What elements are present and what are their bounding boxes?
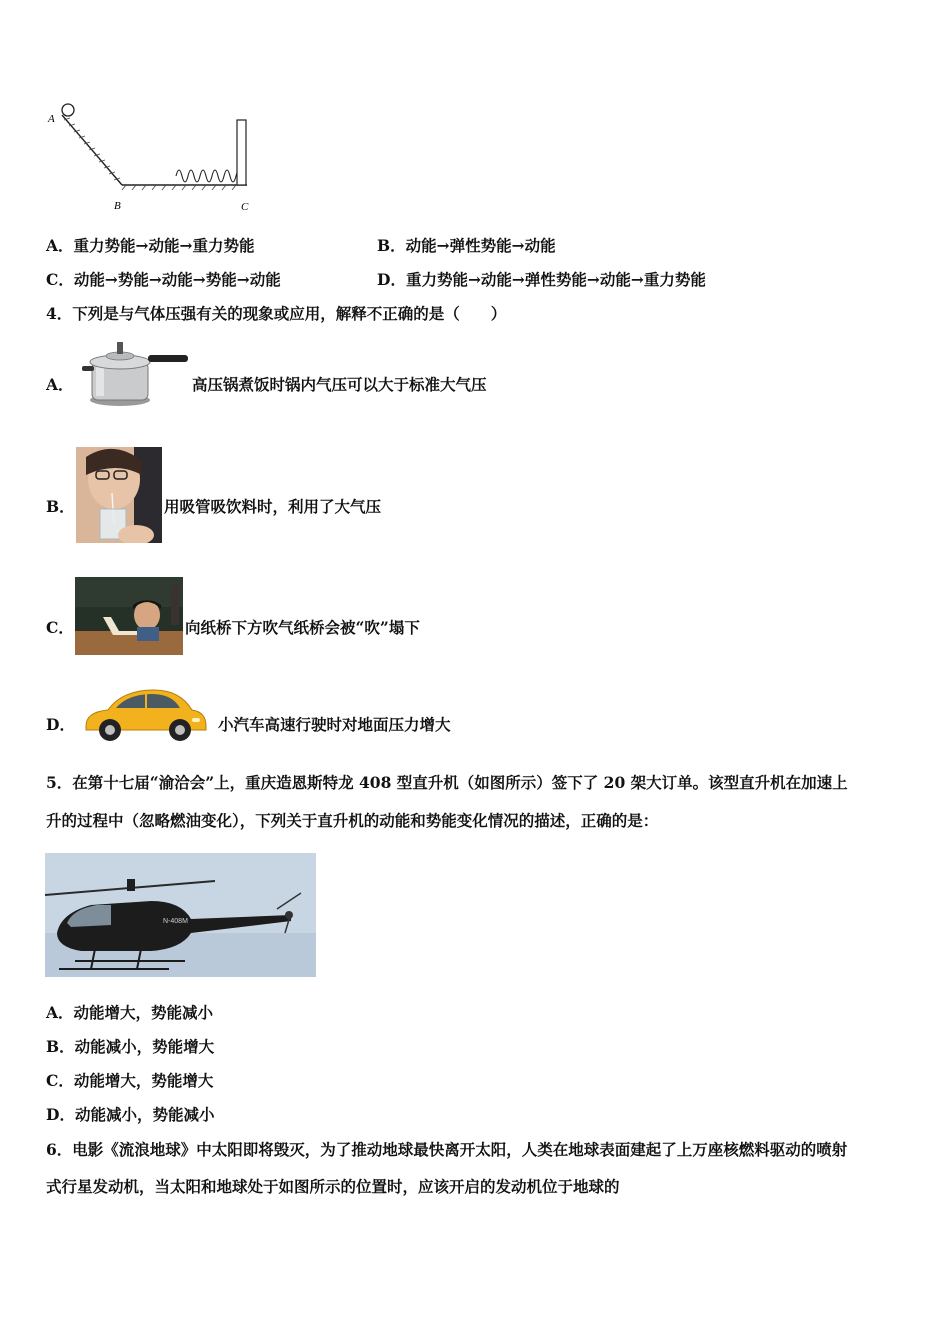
drinking-straw-photo	[76, 447, 162, 543]
yellow-car-image	[80, 688, 208, 746]
q3-option-c[interactable]: C．动能→势能→动能→势能→动能	[46, 270, 281, 289]
q4-option-d-letter[interactable]: D．	[46, 715, 75, 734]
q6-stem-line1: 6．电影《流浪地球》中太阳即将毁灭，为了推动地球最快离开太阳，人类在地球表面建起了上万座核燃料驱动的喷射	[46, 1140, 848, 1159]
pressure-cooker-image	[80, 338, 192, 408]
helicopter-photo	[45, 853, 316, 977]
q4-option-b-text: 用吸管吸饮料时，利用了大气压	[164, 497, 382, 516]
label-a: A	[48, 113, 55, 125]
q3-option-a[interactable]: A．重力势能→动能→重力势能	[46, 236, 255, 255]
paper-bridge-photo	[75, 577, 183, 655]
q4-stem: 4．下列是与气体压强有关的现象或应用，解释不正确的是（ ）	[46, 304, 507, 323]
q3-option-b[interactable]: B．动能→弹性势能→动能	[377, 236, 556, 255]
q5-option-b[interactable]: B．动能减小，势能增大	[46, 1037, 215, 1056]
helicopter-tail-number: N-408M	[163, 918, 188, 925]
q4-option-a-letter[interactable]: A．	[46, 375, 74, 394]
ball-icon	[62, 104, 74, 116]
label-c: C	[241, 201, 249, 213]
q4-option-d-text: 小汽车高速行驶时对地面压力增大	[218, 715, 451, 734]
q4-option-a-text: 高压锅煮饭时锅内气压可以大于标准大气压	[192, 375, 487, 394]
q5-option-a[interactable]: A．动能增大，势能减小	[46, 1003, 214, 1022]
label-b: B	[114, 200, 121, 212]
incline-spring-diagram	[44, 100, 259, 220]
q5-option-d[interactable]: D．动能减小，势能减小	[46, 1105, 215, 1124]
q5-stem-line2: 升的过程中（忽略燃油变化），下列关于直升机的动能和势能变化情况的描述，正确的是：	[46, 811, 659, 830]
q5-option-c[interactable]: C．动能增大，势能增大	[46, 1071, 214, 1090]
wall	[237, 120, 246, 185]
q3-option-d[interactable]: D．重力势能→动能→弹性势能→动能→重力势能	[377, 270, 706, 289]
q4-option-b-letter[interactable]: B．	[46, 497, 75, 516]
q6-stem-line2: 式行星发动机，当太阳和地球处于如图所示的位置时，应该开启的发动机位于地球的	[46, 1177, 620, 1196]
spring-icon	[176, 170, 242, 182]
q4-option-c-letter[interactable]: C．	[46, 618, 74, 637]
q5-stem-line1: 5．在第十七届“渝洽会”上，重庆造恩斯特龙 408 型直升机（如图所示）签下了 20 架大订单。该型直升机在加速上	[46, 773, 848, 792]
q4-option-c-text: 向纸桥下方吹气纸桥会被“吹”塌下	[185, 618, 420, 637]
